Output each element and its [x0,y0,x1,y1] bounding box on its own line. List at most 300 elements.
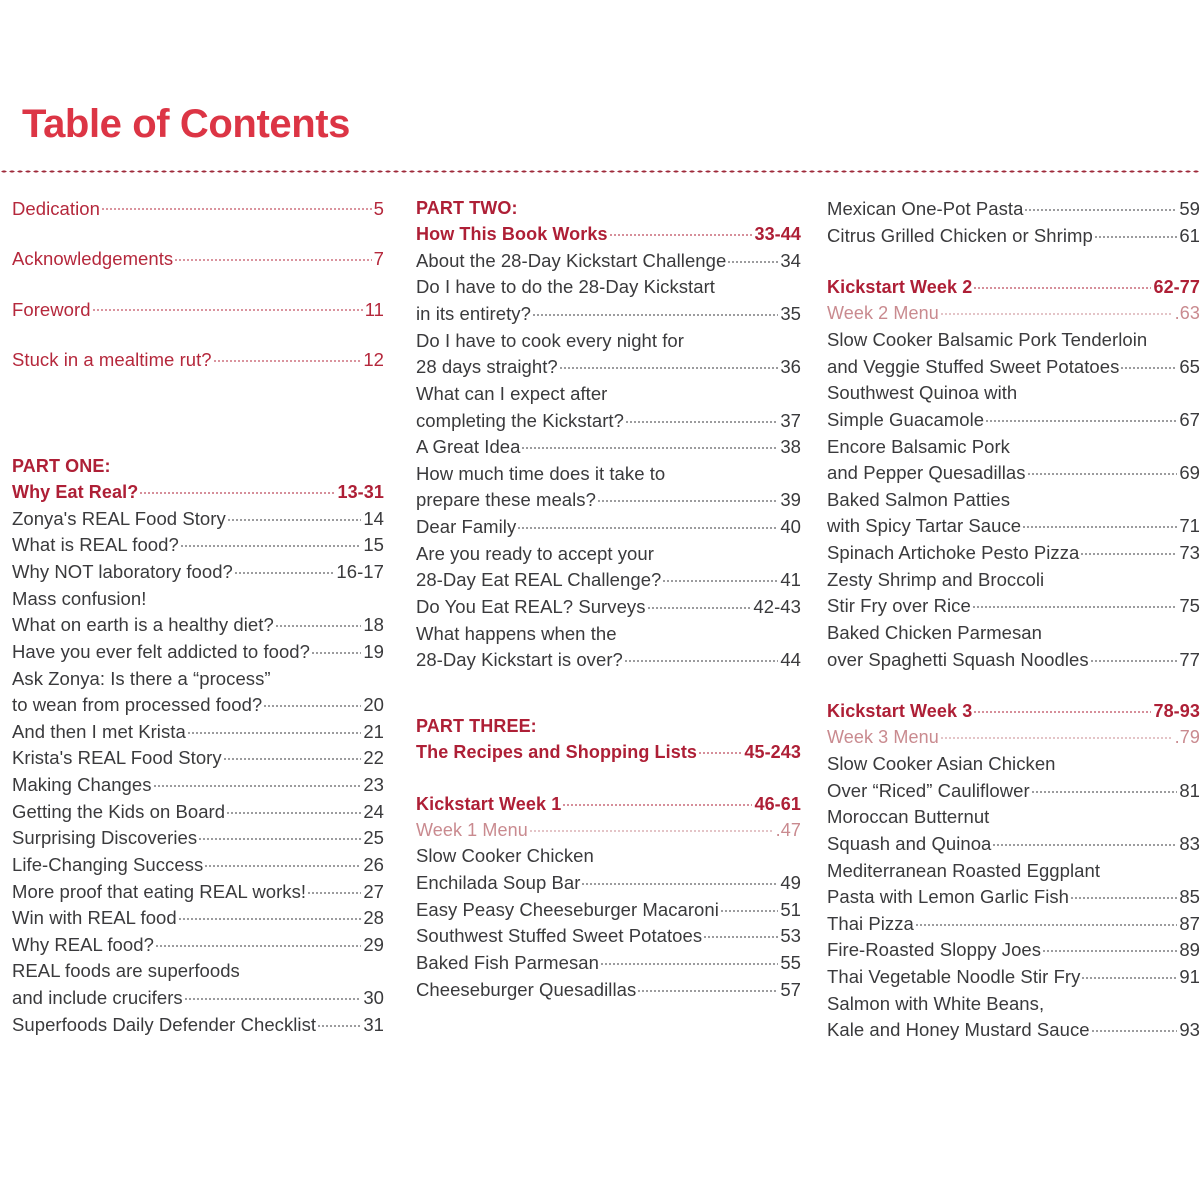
toc-entry[interactable] [12,932,384,959]
toc-entry[interactable] [416,274,801,327]
week-page: 78-93 [1153,701,1200,722]
dot-leader [1091,1018,1178,1037]
dot-leader [562,792,752,810]
entry-line [416,487,801,514]
entry-page: 81 [1179,779,1200,801]
entry-label: Foreword [12,298,91,320]
toc-entry[interactable] [12,532,384,559]
entry-line [416,408,801,435]
week-menu-entry[interactable] [827,725,1200,751]
dot-leader [184,986,362,1005]
dot-leader [720,897,778,916]
entry-line [12,745,384,772]
entry-label: Why NOT laboratory food? [12,561,233,583]
entry-label: Easy Peasy Cheeseburger Macaroni [416,898,719,920]
entry-line [416,977,801,1004]
dot-leader [1120,354,1177,373]
part-label: The Recipes and Shopping Lists [416,741,698,762]
part-eyebrow: PART ONE: [12,456,111,476]
entry-page: 41 [780,569,801,591]
dot-leader [597,488,778,507]
dot-leader [1024,197,1177,216]
dot-leader [647,594,752,613]
entry-line: REAL foods are superfoods [12,960,240,982]
entry-line [12,612,384,639]
dot-leader [532,302,778,321]
week-heading[interactable] [416,792,801,818]
part-line [416,222,801,248]
entry-page: 29 [363,933,384,955]
entry-line [12,348,384,372]
dot-leader [662,568,778,587]
dot-leader [1027,461,1178,480]
entry-page: 71 [1179,515,1200,537]
entry-line [416,301,801,328]
dot-leader [227,506,362,525]
dot-leader [625,408,778,427]
entry-page: 67 [1179,408,1200,430]
entry-line [827,884,1200,911]
entry-page: 28 [363,907,384,929]
entry-page: 5 [373,197,384,219]
part-heading[interactable] [416,196,801,248]
entry-label: Baked Fish Parmesan [416,951,599,973]
entry-line: Slow Cooker Asian Chicken [827,753,1056,774]
entry-page: 55 [780,951,801,973]
toc-entry[interactable] [12,879,384,906]
entry-line: Baked Chicken Parmesan [827,621,1042,643]
entry-page: 26 [363,853,384,875]
entry-label: Enchilada Soup Bar [416,872,581,894]
dot-leader [703,924,778,943]
entry-line [12,879,384,906]
entry-line [12,985,384,1012]
entry-line [12,932,384,959]
entry-page: 35 [780,303,801,325]
dot-leader [1031,778,1178,797]
toc-entry[interactable] [416,514,801,541]
dot-leader [637,977,778,996]
entry-line [416,514,801,541]
entry-page: 37 [780,409,801,431]
entry-page: 7 [373,248,384,269]
page-title: Table of Contents [22,102,351,146]
entry-label: Thai Pizza [827,912,914,934]
toc-entry[interactable] [416,434,801,461]
dot-leader [529,818,774,836]
entry-label: Cheeseburger Quesadillas [416,978,637,1000]
toc-entry[interactable] [12,745,384,772]
entry-line [827,223,1200,250]
entry-page: 34 [780,249,801,271]
dot-leader [213,348,362,367]
toc-entry[interactable] [827,751,1200,804]
entry-line [12,905,384,932]
entry-label: Stir Fry over Rice [827,595,971,617]
dot-leader [187,719,362,738]
dot-leader [698,740,742,758]
entry-page: 77 [1179,648,1200,670]
entry-line: How much time does it take to [416,462,666,484]
menu-line [827,301,1200,327]
dot-leader [1042,938,1177,957]
dot-leader [1094,223,1178,242]
column-3 [823,196,1200,1044]
menu-page: .47 [775,819,801,840]
toc-entry[interactable] [12,666,384,719]
dot-leader [973,699,1151,717]
entry-label: Making Changes [12,774,152,796]
dot-leader [992,831,1177,850]
toc-entry[interactable] [827,911,1200,938]
part-heading[interactable] [416,714,801,766]
entry-line: Slow Cooker Balsamic Pork Tenderloin [827,329,1148,351]
entry-page: 89 [1179,939,1200,961]
dot-leader [153,773,362,792]
part-heading[interactable] [12,454,384,506]
front-matter-entry[interactable] [12,348,384,372]
entry-label: Fire-Roasted Sloppy Joes [827,939,1042,961]
column-1 [0,196,408,1038]
dot-leader [600,950,778,969]
entry-label: to wean from processed food? [12,694,263,716]
entry-label: and Pepper Quesadillas [827,462,1026,484]
entry-line: Mass confusion! [12,587,147,609]
part-page: 13-31 [337,481,384,502]
entry-line: Encore Balsamic Pork [827,435,1010,457]
toc-entry[interactable] [12,825,384,852]
entry-page: 49 [780,872,801,894]
entry-line [12,559,384,586]
entry-page: 19 [363,640,384,662]
entry-line: Mediterranean Roasted Eggplant [827,859,1101,881]
entry-label: and include crucifers [12,987,183,1009]
week-page: 46-61 [754,793,801,814]
dot-leader [1080,541,1177,560]
entry-line [12,692,384,719]
spacer [416,674,801,714]
dot-leader [139,480,335,498]
column-2 [408,196,823,1003]
toc-entry[interactable] [827,620,1200,673]
dot-leader [204,852,361,871]
entry-label: 28-Day Eat REAL Challenge? [416,569,662,591]
menu-label: Week 2 Menu [827,303,939,324]
entry-line [827,937,1200,964]
front-matter-entry[interactable] [12,297,384,321]
entry-label: Spinach Artichoke Pesto Pizza [827,542,1080,564]
dot-leader [1081,965,1177,984]
entry-label: Dear Family [416,516,517,538]
entry-page: 42-43 [753,595,801,617]
entry-page: 93 [1179,1019,1200,1041]
entry-page: 59 [1179,198,1200,219]
toc-entry[interactable] [416,594,801,621]
toc-entry[interactable] [827,434,1200,487]
dot-leader [101,196,372,215]
entry-label: Squash and Quinoa [827,832,992,854]
entry-line [827,1017,1200,1044]
entry-label: prepare these meals? [416,489,596,511]
entry-page: 14 [363,507,384,529]
toc-entry[interactable] [827,380,1200,433]
toc-entry[interactable] [416,950,801,977]
entry-line [416,870,801,897]
entry-line: Ask Zonya: Is there a “process” [12,667,271,689]
entry-label: About the 28-Day Kickstart Challenge [416,249,727,271]
entry-page: 40 [780,516,801,538]
dot-leader [155,932,361,951]
entry-label: Southwest Stuffed Sweet Potatoes [416,925,703,947]
week-heading[interactable] [827,275,1200,301]
toc-entry[interactable] [12,852,384,879]
entry-label: Thai Vegetable Noodle Stir Fry [827,966,1081,987]
dot-leader [1070,885,1177,904]
entry-label: in its entirety? [416,303,531,325]
dot-leader [940,725,1173,743]
toc-entry[interactable] [827,937,1200,964]
spacer [827,673,1200,699]
dot-leader [517,515,778,534]
week-line [416,792,801,818]
dot-leader [198,826,361,845]
toc-entry[interactable] [12,905,384,932]
dot-leader [263,693,361,712]
entry-line [827,354,1200,381]
entry-line [827,778,1200,805]
toc-entry[interactable] [12,506,384,533]
dot-leader [178,906,362,925]
menu-label: Week 1 Menu [416,819,528,840]
entry-page: 20 [363,694,384,716]
part-label: Why Eat Real? [12,481,139,502]
toc-entry[interactable] [827,327,1200,380]
entry-page: 36 [780,356,801,378]
entry-line [12,247,384,271]
entry-line [12,297,384,321]
entry-line: What happens when the [416,622,617,644]
entry-label: Have you ever felt addicted to food? [12,640,310,662]
entry-line [416,950,801,977]
toc-entry[interactable] [827,804,1200,857]
entry-page: 57 [780,978,801,1000]
week-menu-entry[interactable] [416,818,801,844]
entry-line [12,532,384,559]
entry-page: 73 [1179,542,1200,564]
entry-label: Superfoods Daily Defender Checklist [12,1013,317,1035]
toc-columns [0,196,1200,1044]
menu-page: .79 [1174,727,1200,748]
entry-page: 65 [1179,355,1200,377]
dot-leader [521,435,778,454]
entry-label: Stuck in a mealtime rut? [12,349,212,370]
week-line [827,275,1200,301]
entry-line: Do I have to do the 28-Day Kickstart [416,276,715,298]
entry-line [827,911,1200,938]
part-page: 45-243 [744,741,801,762]
week-label: Kickstart Week 3 [827,701,973,722]
toc-entry[interactable] [416,248,801,275]
entry-label: completing the Kickstart? [416,409,624,431]
entry-line [12,1012,384,1039]
entry-label: Dedication [12,197,100,219]
entry-page: 30 [363,987,384,1009]
entry-label: with Spicy Tartar Sauce [827,515,1022,537]
toc-entry[interactable] [12,719,384,746]
toc-entry[interactable] [416,843,801,896]
part-page: 33-44 [754,223,801,244]
entry-line [416,248,801,275]
toc-entry[interactable] [12,559,384,586]
entry-line: Baked Salmon Patties [827,488,1011,510]
dot-leader [915,911,1177,930]
entry-line [12,506,384,533]
dot-leader [581,871,778,890]
week-menu-entry[interactable] [827,301,1200,327]
entry-label: Zonya's REAL Food Story [12,507,226,529]
entry-line [416,897,801,924]
toc-entry[interactable] [416,897,801,924]
entry-label: Over “Riced” Cauliflower [827,779,1030,801]
toc-entry[interactable] [827,964,1200,991]
toc-entry[interactable] [416,977,801,1004]
dot-leader [1090,647,1178,666]
dot-leader [307,879,361,898]
spacer [12,414,384,454]
entry-label: What is REAL food? [12,534,179,556]
spacer [12,398,384,414]
toc-entry[interactable] [416,381,801,434]
entry-page: 21 [363,720,384,742]
toc-entry[interactable] [827,196,1200,223]
week-line [827,699,1200,725]
entry-line [827,460,1200,487]
part-eyebrow: PART TWO: [416,198,518,218]
toc-entry[interactable] [416,461,801,514]
entry-label: What on earth is a healthy diet? [12,614,274,636]
entry-label: Citrus Grilled Chicken or Shrimp [827,224,1093,246]
entry-line: Zesty Shrimp and Broccoli [827,568,1045,590]
dot-leader [234,560,335,579]
toc-entry[interactable] [12,958,384,1011]
entry-line [12,852,384,879]
entry-line [12,825,384,852]
entry-page: 87 [1179,912,1200,934]
entry-label: Krista's REAL Food Story [12,747,222,769]
entry-label: Acknowledgements [12,248,174,269]
toc-entry[interactable] [827,223,1200,250]
entry-label: More proof that eating REAL works! [12,880,307,902]
spacer [827,249,1200,275]
toc-entry[interactable] [827,858,1200,911]
entry-page: 27 [363,880,384,902]
toc-entry[interactable] [416,328,801,381]
dot-leader [985,407,1177,426]
entry-label: Do You Eat REAL? Surveys [416,595,646,617]
entry-line [12,719,384,746]
entry-page: 39 [780,489,801,511]
entry-label: and Veggie Stuffed Sweet Potatoes [827,355,1120,377]
dot-leader [624,648,778,667]
entry-line: What can I expect after [416,382,608,404]
entry-label: 28-Day Kickstart is over? [416,649,623,671]
entry-page: 85 [1179,886,1200,908]
toc-entry[interactable] [12,639,384,666]
entry-page: 75 [1179,595,1200,617]
part-line [12,480,384,506]
entry-line: Slow Cooker Chicken [416,845,594,867]
title-divider [0,170,1200,173]
toc-entry[interactable] [12,1012,384,1039]
toc-entry[interactable] [12,799,384,826]
entry-line [416,434,801,461]
entry-label: Why REAL food? [12,933,154,955]
entry-page: 44 [780,649,801,671]
dot-leader [559,355,779,374]
dot-leader [973,275,1151,293]
dot-leader [180,533,362,552]
entry-label: Pasta with Lemon Garlic Fish [827,886,1069,908]
entry-label: And then I met Krista [12,720,186,742]
entry-label: Simple Guacamole [827,408,985,430]
entry-label: Mexican One-Pot Pasta [827,198,1024,219]
entry-page: 12 [363,349,384,370]
toc-entry[interactable] [12,586,384,639]
entry-page: 51 [780,898,801,920]
entry-page: 61 [1179,224,1200,246]
entry-page: 31 [363,1013,384,1035]
entry-line [827,196,1200,223]
menu-label: Week 3 Menu [827,727,939,748]
toc-entry[interactable] [416,541,801,594]
toc-entry[interactable] [12,772,384,799]
entry-line [827,831,1200,858]
entry-page: 25 [363,827,384,849]
entry-line [12,799,384,826]
menu-page: .63 [1174,303,1200,324]
dot-leader [275,613,362,632]
toc-entry[interactable] [827,487,1200,540]
dot-leader [727,248,778,267]
entry-line: Southwest Quinoa with [827,382,1018,404]
toc-entry[interactable] [827,991,1200,1044]
dot-leader [317,1012,361,1031]
toc-entry[interactable] [416,923,801,950]
dot-leader [972,594,1178,613]
entry-line [827,964,1200,991]
entry-page: 38 [780,436,801,458]
week-label: Kickstart Week 1 [416,793,562,814]
part-eyebrow: PART THREE: [416,715,537,736]
entry-page: 16-17 [336,561,384,583]
toc-entry[interactable] [416,621,801,674]
entry-label: Kale and Honey Mustard Sauce [827,1019,1090,1041]
entry-line [827,593,1200,620]
week-heading[interactable] [827,699,1200,725]
entry-page: 18 [363,614,384,636]
entry-label: 28 days straight? [416,356,558,378]
entry-line [416,647,801,674]
front-matter-entry[interactable] [12,247,384,271]
entry-page: 69 [1179,462,1200,484]
toc-entry[interactable] [827,567,1200,620]
dot-leader [311,639,361,658]
front-matter-entry[interactable] [12,196,384,220]
entry-page: 91 [1179,966,1200,987]
entry-page: 23 [363,774,384,796]
toc-entry[interactable] [827,540,1200,567]
entry-line [416,923,801,950]
